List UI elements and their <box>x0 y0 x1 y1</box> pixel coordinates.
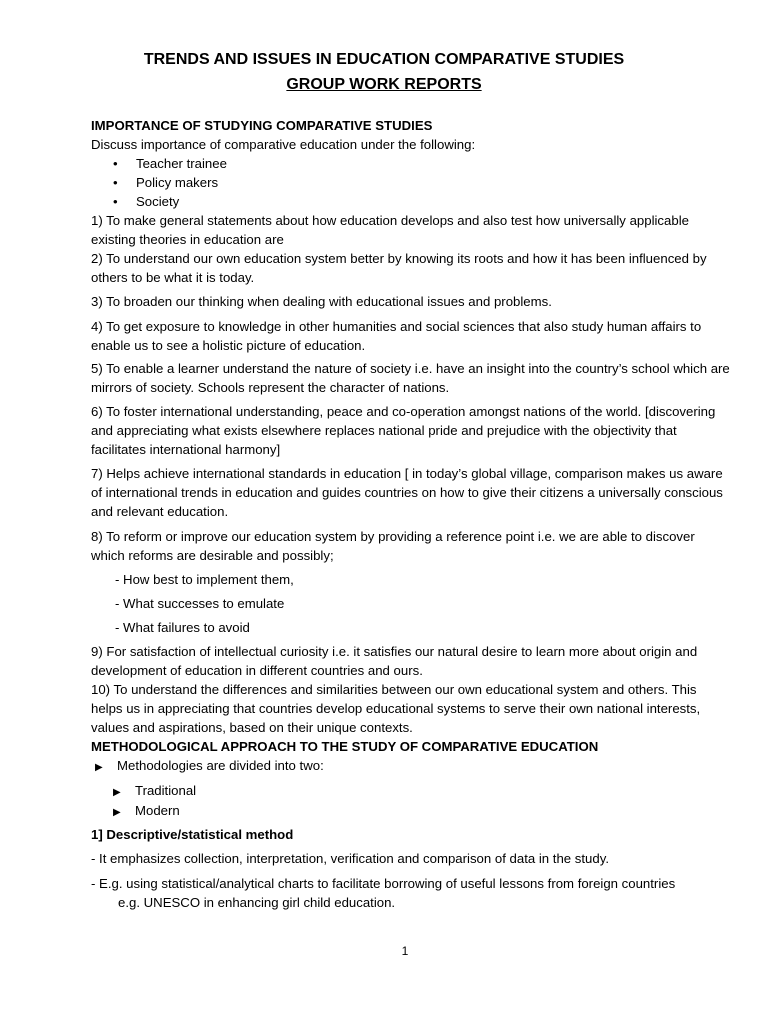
arrow-item-text: Modern <box>135 803 180 818</box>
triangle-right-icon: ▶ <box>113 807 121 818</box>
method-heading: 1] Descriptive/statistical method <box>91 827 294 842</box>
sub-item: - How best to implement them, <box>115 572 294 587</box>
list-item-10: 10) To understand the differences and similarities between our own educational system and others. This helps us in appreciating that countries develop educational systems to serve their own national interests, values and aspirations, based on their unique contexts. <box>91 682 701 735</box>
sub-item: - What successes to emulate <box>115 596 285 611</box>
method-point: - E.g. using statistical/analytical charts to facilitate borrowing of useful lessons from foreign countries <box>91 876 676 891</box>
list-item-7: 7) Helps achieve international standards in education [ in today’s global village, comparison makes us aware of international trends in education and guides countries on how to give their citizens a universally conscious and relevant education. <box>91 466 723 519</box>
bullet-icon: • <box>113 194 118 209</box>
sub-item: - What failures to avoid <box>115 620 250 635</box>
section-heading-methodology: METHODOLOGICAL APPROACH TO THE STUDY OF COMPARATIVE EDUCATION <box>91 739 599 754</box>
triangle-right-icon: ▶ <box>95 762 103 773</box>
arrow-item <box>113 781 196 802</box>
section-intro: Discuss importance of comparative education under the following: <box>91 137 476 152</box>
arrow-item <box>113 801 180 822</box>
list-item-9: 9) For satisfaction of intellectual curiosity i.e. it satisfies our natural desire to learn more about origin and development of education in different countries and ours. <box>91 644 698 678</box>
document-subtitle: GROUP WORK REPORTS <box>286 76 482 93</box>
arrow-item-text: Traditional <box>135 783 197 798</box>
list-item-2: 2) To understand our own education system better by knowing its roots and how it has been influenced by others to be what it is today. <box>91 251 707 285</box>
section-heading-importance: IMPORTANCE OF STUDYING COMPARATIVE STUDIES <box>91 118 433 133</box>
page-number: 1 <box>401 944 409 958</box>
list-item-6: 6) To foster international understanding, peace and co-operation amongst nations of the world. [discovering and appreciating what exists elsewhere replaces national pride and prejudice with the objectivity that facilitates international harmony] <box>91 404 716 457</box>
triangle-right-icon: ▶ <box>113 787 121 798</box>
bullet-icon: • <box>113 156 118 171</box>
document-title: TRENDS AND ISSUES IN EDUCATION COMPARATIVE STUDIES <box>143 51 625 68</box>
bullet-text: Policy makers <box>136 175 219 190</box>
arrow-item <box>95 756 324 777</box>
list-item-5: 5) To enable a learner understand the nature of society i.e. have an insight into the country’s school which are mirrors of society. Schools represent the character of nations. <box>91 361 730 395</box>
arrow-item-text: Methodologies are divided into two: <box>117 758 324 773</box>
list-item-8: 8) To reform or improve our education system by providing a reference point i.e. we are able to discover which reforms are desirable and possibly; <box>91 529 695 563</box>
list-item-4: 4) To get exposure to knowledge in other humanities and social sciences that also study human affairs to enable us to see a holistic picture of education. <box>91 319 702 353</box>
list-item-1: 1) To make general statements about how education develops and also test how universally applicable existing theories in education are <box>91 213 689 247</box>
bullet-text: Society <box>136 194 180 209</box>
method-point: - It emphasizes collection, interpretation, verification and comparison of data in the study. <box>91 851 610 866</box>
bullet-text: Teacher trainee <box>136 156 227 171</box>
bullet-icon: • <box>113 175 118 190</box>
method-example: e.g. UNESCO in enhancing girl child education. <box>118 895 396 910</box>
list-item-3: 3) To broaden our thinking when dealing with educational issues and problems. <box>91 294 552 309</box>
